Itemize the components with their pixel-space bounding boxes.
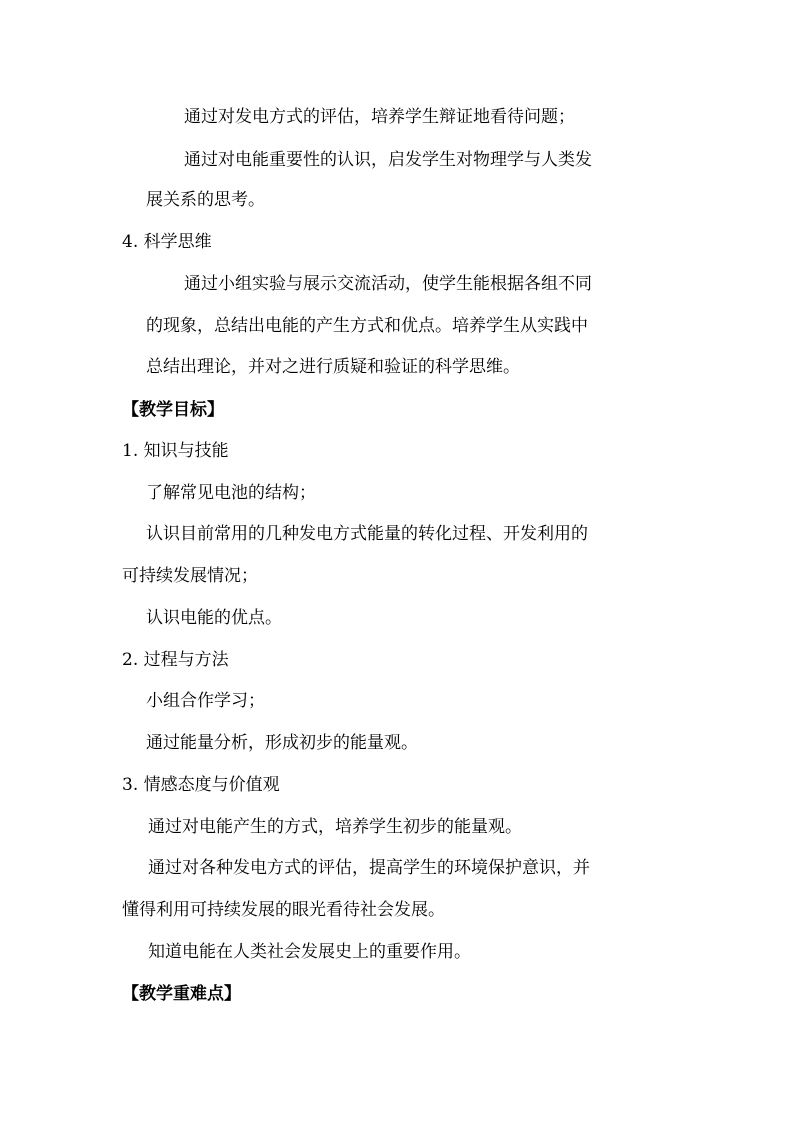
line-12: 可持续发展情况； [122, 566, 258, 586]
subheading-process: 2. 过程与方法 [122, 650, 229, 670]
line-3: 展关系的思考。 [146, 190, 265, 210]
line-2: 通过对电能重要性的认识，启发学生对物理学与人类发 [184, 150, 592, 170]
line-6: 的现象，总结出电能的产生方式和优点。培养学生从实践中 [146, 316, 588, 336]
line-15: 小组合作学习； [146, 691, 265, 711]
subheading-attitude: 3. 情感态度与价值观 [122, 775, 280, 795]
line-20: 懂得利用可持续发展的眼光看待社会发展。 [122, 900, 445, 920]
line-1: 通过对发电方式的评估，培养学生辩证地看待问题； [184, 107, 575, 127]
line-18: 通过对电能产生的方式，培养学生初步的能量观。 [148, 817, 522, 837]
line-13: 认识电能的优点。 [146, 608, 282, 628]
line-16: 通过能量分析，形成初步的能量观。 [146, 733, 418, 753]
line-5: 通过小组实验与展示交流活动，使学生能根据各组不同 [184, 274, 592, 294]
line-10: 了解常见电池的结构； [146, 483, 316, 503]
key-points-heading: 【教学重难点】 [122, 984, 241, 1004]
line-19: 通过对各种发电方式的评估，提高学生的环境保护意识，并 [148, 858, 590, 878]
line-11: 认识目前常用的几种发电方式能量的转化过程、开发利用的 [146, 524, 588, 544]
line-21: 知道电能在人类社会发展史上的重要作用。 [148, 942, 471, 962]
subheading-knowledge: 1. 知识与技能 [122, 441, 229, 461]
teaching-goals-heading: 【教学目标】 [122, 400, 224, 420]
section-heading-4: 4. 科学思维 [122, 232, 212, 252]
line-7: 总结出理论，并对之进行质疑和验证的科学思维。 [146, 357, 520, 377]
